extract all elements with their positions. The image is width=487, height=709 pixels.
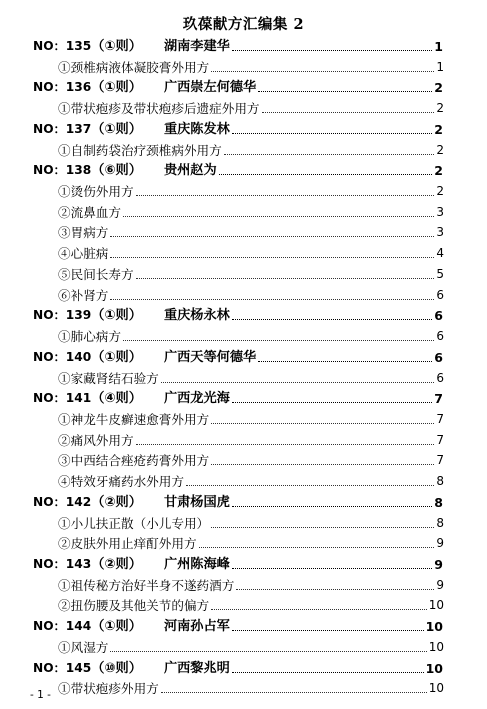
entry-number: NO：135 bbox=[33, 39, 92, 53]
entry-author: 重庆杨永林 bbox=[163, 308, 230, 324]
item-page-number: 7 bbox=[436, 432, 444, 447]
entry-author: 广州陈海峰 bbox=[163, 557, 230, 572]
entry-author: 广西龙光海 bbox=[163, 391, 230, 407]
dot-leader bbox=[110, 256, 434, 258]
entry-page-number: 10 bbox=[425, 619, 443, 635]
item-page-number: 10 bbox=[428, 639, 444, 654]
item-page-number: 8 bbox=[436, 474, 444, 489]
toc-item[interactable] bbox=[58, 636, 444, 656]
entry-page-number: 2 bbox=[434, 80, 443, 96]
entry-author: 广西崇左何德华 bbox=[163, 80, 257, 96]
item-page-number: 9 bbox=[436, 577, 444, 592]
item-title: ②扭伤腰及其他关节的偏方 bbox=[58, 598, 210, 614]
item-title: ②皮肤外用止痒酊外用方 bbox=[58, 536, 197, 552]
entry-count: （⑥则） bbox=[91, 163, 142, 179]
entry-label bbox=[33, 38, 230, 55]
entry-count: （①则） bbox=[91, 121, 142, 137]
dot-leader bbox=[136, 443, 435, 445]
toc-item[interactable] bbox=[58, 56, 444, 76]
toc-entry-heading[interactable] bbox=[33, 387, 443, 407]
dot-leader bbox=[232, 671, 424, 673]
dot-leader bbox=[136, 277, 435, 279]
item-page-number: 10 bbox=[428, 598, 444, 613]
item-page-number: 2 bbox=[436, 142, 444, 157]
toc-item[interactable] bbox=[58, 325, 444, 345]
entry-label bbox=[33, 494, 230, 511]
item-title: ①神龙牛皮癣速愈膏外用方 bbox=[58, 411, 210, 427]
document-title: 玖葆献方汇编集 2 bbox=[182, 16, 305, 33]
entry-page-number: 1 bbox=[434, 39, 443, 54]
toc-item[interactable] bbox=[58, 201, 444, 221]
toc-entry-heading[interactable] bbox=[33, 346, 443, 366]
dot-leader bbox=[211, 70, 434, 72]
entry-label bbox=[33, 390, 230, 407]
item-page-number: 7 bbox=[436, 453, 444, 468]
item-title: ③中西结合痤疮药膏外用方 bbox=[58, 453, 210, 469]
item-page-number: 2 bbox=[436, 101, 444, 116]
dot-leader bbox=[232, 505, 432, 507]
dot-leader bbox=[258, 360, 432, 362]
item-title: ②痛风外用方 bbox=[58, 432, 134, 448]
entry-label bbox=[33, 79, 256, 96]
item-title: ①带状疱疹外用方 bbox=[58, 681, 159, 697]
dot-leader bbox=[186, 484, 434, 486]
dot-leader bbox=[110, 298, 434, 300]
entry-author: 重庆陈发林 bbox=[163, 121, 230, 137]
dot-leader bbox=[232, 318, 432, 320]
toc-entry-heading[interactable] bbox=[33, 304, 443, 324]
item-title: ④特效牙痛药水外用方 bbox=[58, 474, 184, 490]
dot-leader bbox=[161, 381, 435, 383]
item-page-number: 6 bbox=[436, 287, 444, 302]
dot-leader bbox=[110, 650, 426, 652]
item-page-number: 3 bbox=[436, 225, 444, 240]
item-page-number: 9 bbox=[436, 536, 444, 551]
entry-page-number: 7 bbox=[434, 391, 443, 407]
toc-item[interactable] bbox=[58, 512, 444, 532]
dot-leader bbox=[110, 235, 434, 237]
dot-leader bbox=[211, 422, 434, 424]
entry-page-number: 9 bbox=[434, 557, 443, 572]
toc-item[interactable] bbox=[58, 367, 444, 387]
entry-count: （①则） bbox=[91, 39, 142, 54]
item-page-number: 8 bbox=[436, 515, 444, 530]
dot-leader bbox=[199, 546, 435, 548]
entry-number: NO：142 bbox=[33, 494, 92, 509]
entry-author: 河南孙占军 bbox=[163, 619, 230, 635]
dot-leader bbox=[161, 691, 427, 693]
entry-page-number: 2 bbox=[434, 121, 443, 137]
dot-leader bbox=[232, 629, 424, 631]
entry-count: （①则） bbox=[91, 80, 142, 96]
item-page-number: 10 bbox=[428, 681, 444, 696]
toc-item[interactable] bbox=[58, 221, 444, 241]
toc-item[interactable] bbox=[58, 594, 444, 614]
item-title: ①带状疱疹及带状疱疹后遗症外用方 bbox=[58, 101, 260, 117]
toc-entry-heading[interactable] bbox=[33, 491, 443, 511]
entry-label bbox=[33, 618, 230, 635]
item-title: ①风湿方 bbox=[58, 639, 109, 655]
item-page-number: 7 bbox=[436, 411, 444, 426]
entry-label bbox=[33, 660, 230, 677]
item-title: ②流鼻血方 bbox=[58, 204, 121, 220]
entry-count: （②则） bbox=[91, 557, 142, 572]
entry-count: （①则） bbox=[91, 349, 142, 365]
item-page-number: 6 bbox=[436, 370, 444, 385]
item-page-number: 2 bbox=[436, 184, 444, 199]
entry-count: （①则） bbox=[91, 619, 142, 635]
entry-author: 广西天等何德华 bbox=[163, 349, 257, 365]
item-page-number: 1 bbox=[436, 59, 444, 74]
entry-number: NO：138 bbox=[33, 163, 92, 178]
dot-leader bbox=[232, 49, 432, 51]
toc-entry-heading[interactable] bbox=[33, 615, 443, 635]
dot-leader bbox=[211, 608, 427, 610]
entry-author: 湖南李建华 bbox=[163, 39, 230, 54]
entry-label bbox=[33, 556, 230, 573]
dot-leader bbox=[136, 194, 435, 196]
dot-leader bbox=[219, 173, 433, 175]
item-page-number: 3 bbox=[436, 204, 444, 219]
toc-item[interactable] bbox=[58, 449, 444, 469]
toc-entry-heading[interactable] bbox=[33, 76, 443, 96]
toc-item[interactable] bbox=[58, 677, 444, 697]
entry-page-number: 10 bbox=[425, 660, 443, 676]
entry-number: NO：144 bbox=[33, 619, 92, 634]
dot-leader bbox=[236, 588, 434, 590]
item-title: ⑥补肾方 bbox=[58, 287, 109, 303]
item-title: ①颈椎病液体凝胶膏外用方 bbox=[58, 59, 210, 75]
dot-leader bbox=[232, 567, 432, 569]
entry-count: （④则） bbox=[91, 391, 142, 407]
entry-number: NO：140 bbox=[33, 349, 92, 364]
item-title: ④心脏病 bbox=[58, 246, 109, 262]
item-title: ①肺心病方 bbox=[58, 329, 121, 345]
item-title: ①自制药袋治疗颈椎病外用方 bbox=[58, 142, 222, 158]
toc-item[interactable] bbox=[58, 242, 444, 262]
entry-count: （①则） bbox=[91, 308, 142, 324]
entry-label bbox=[33, 121, 230, 138]
toc-entry-heading[interactable] bbox=[33, 657, 443, 677]
toc-entry-heading[interactable] bbox=[33, 553, 443, 573]
entry-author: 甘肃杨国虎 bbox=[163, 494, 230, 510]
item-title: ③胃病方 bbox=[58, 225, 109, 241]
item-title: ⑤民间长寿方 bbox=[58, 266, 134, 282]
toc-item[interactable] bbox=[58, 180, 444, 200]
toc-item[interactable] bbox=[58, 263, 444, 283]
toc-item[interactable] bbox=[58, 139, 444, 159]
item-title: ①祖传秘方治好半身不遂药酒方 bbox=[58, 577, 235, 593]
item-title: ①家藏肾结石验方 bbox=[58, 370, 159, 386]
dot-leader bbox=[123, 215, 434, 217]
toc-item[interactable] bbox=[58, 408, 444, 428]
dot-leader bbox=[232, 132, 432, 134]
dot-leader bbox=[258, 90, 432, 92]
entry-number: NO：136 bbox=[33, 80, 92, 95]
toc-item[interactable] bbox=[58, 429, 444, 449]
toc-item[interactable] bbox=[58, 97, 444, 117]
entry-count: （⑩则） bbox=[91, 660, 142, 676]
toc-entry-heading[interactable] bbox=[33, 159, 443, 179]
entry-author: 广西黎兆明 bbox=[163, 660, 230, 676]
item-page-number: 5 bbox=[436, 266, 444, 281]
entry-number: NO：145 bbox=[33, 660, 92, 675]
entry-page-number: 8 bbox=[434, 494, 443, 510]
dot-leader bbox=[211, 463, 434, 465]
item-title: ①小儿扶正散（小儿专用） bbox=[58, 515, 210, 531]
entry-author: 贵州赵为 bbox=[163, 163, 217, 179]
dot-leader bbox=[224, 153, 435, 155]
entry-label bbox=[33, 349, 256, 366]
entry-number: NO：143 bbox=[33, 557, 92, 571]
dot-leader bbox=[211, 526, 434, 528]
dot-leader bbox=[262, 111, 435, 113]
dot-leader bbox=[123, 339, 434, 341]
entry-count: （②则） bbox=[91, 494, 142, 510]
toc-entry-heading[interactable] bbox=[33, 118, 443, 138]
entry-label bbox=[33, 307, 230, 324]
dot-leader bbox=[232, 401, 432, 403]
entry-number: NO：139 bbox=[33, 308, 92, 323]
toc-entry-heading[interactable] bbox=[33, 35, 443, 55]
toc-item[interactable] bbox=[58, 284, 444, 304]
entry-number: NO：137 bbox=[33, 121, 92, 136]
page-number-footer: - 1 - bbox=[30, 689, 51, 701]
toc-item[interactable] bbox=[58, 574, 444, 594]
toc-item[interactable] bbox=[58, 470, 444, 490]
entry-page-number: 6 bbox=[434, 349, 443, 365]
toc-item[interactable] bbox=[58, 532, 444, 552]
entry-page-number: 6 bbox=[434, 308, 443, 324]
item-title: ①烫伤外用方 bbox=[58, 184, 134, 200]
item-page-number: 4 bbox=[436, 246, 444, 261]
entry-label bbox=[33, 162, 217, 179]
item-page-number: 6 bbox=[436, 329, 444, 344]
entry-page-number: 2 bbox=[434, 163, 443, 179]
entry-number: NO：141 bbox=[33, 391, 92, 406]
